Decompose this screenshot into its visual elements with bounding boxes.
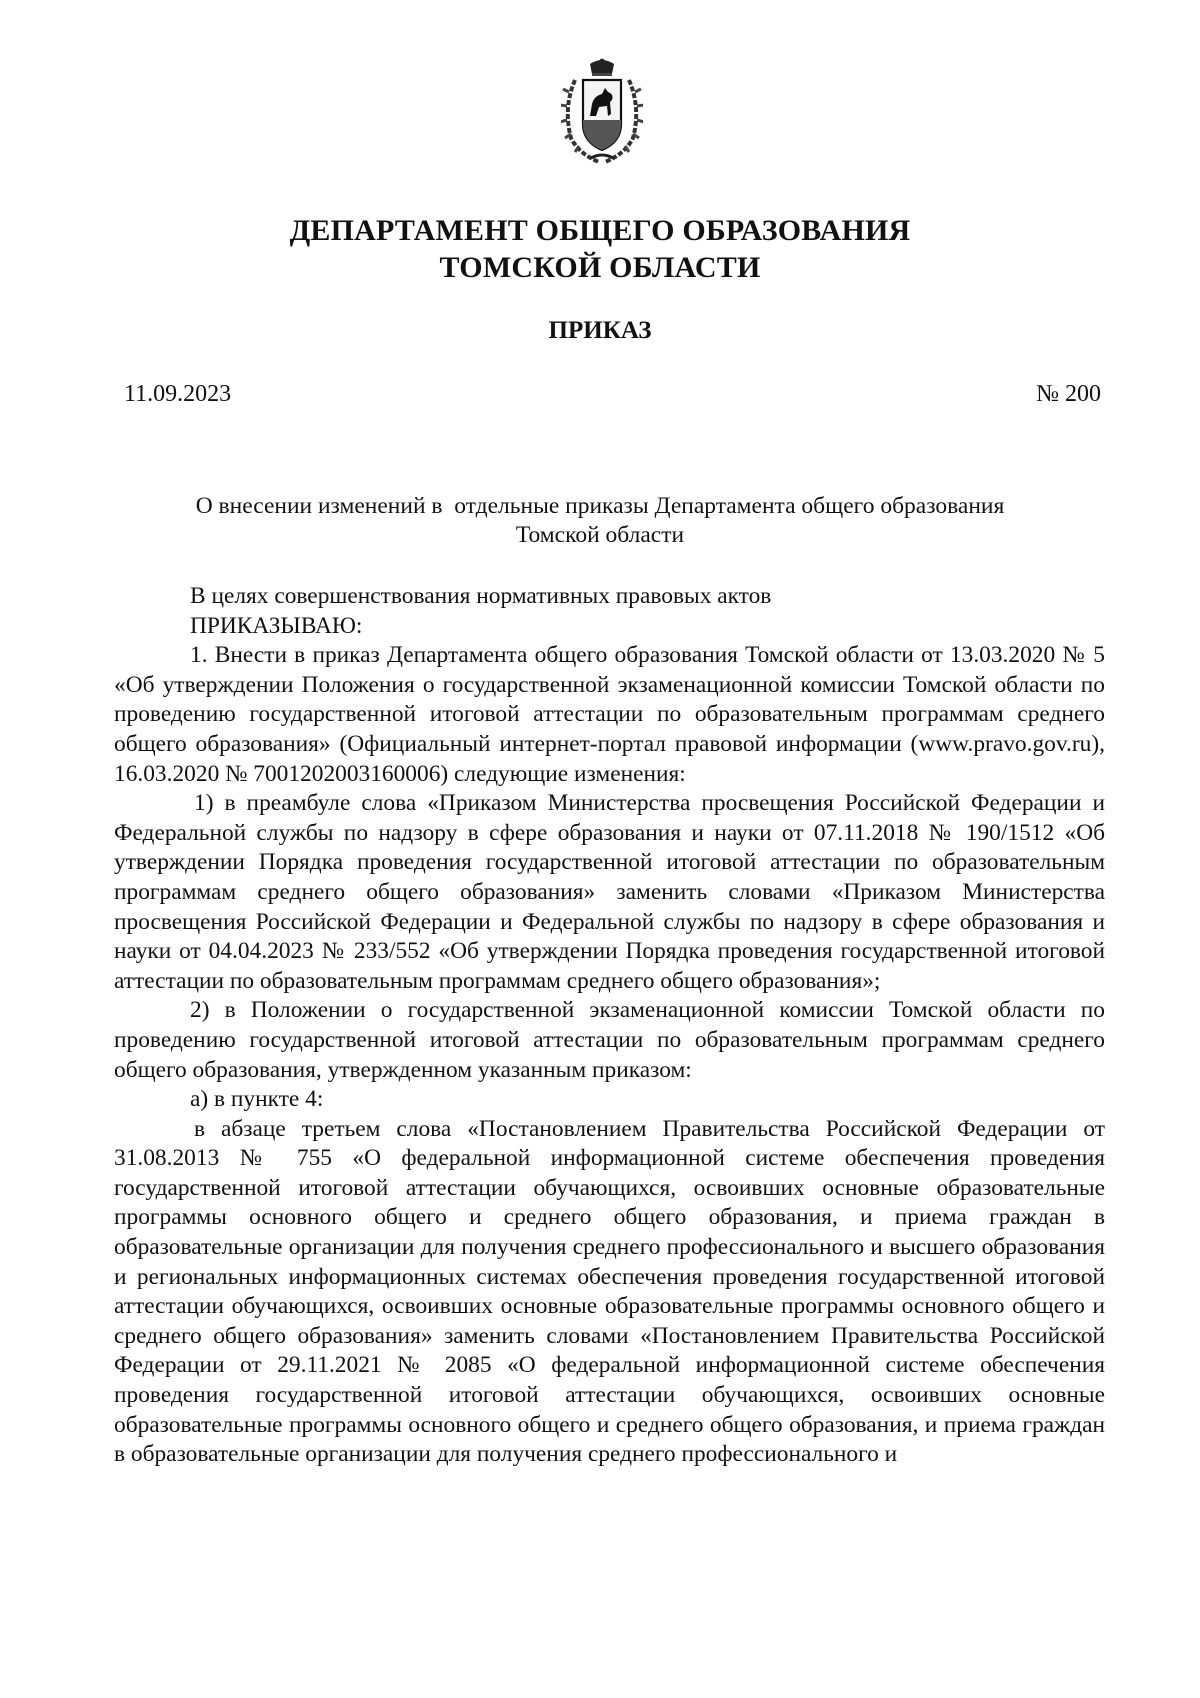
paragraph-item-1-1: 1) в преамбуле слова «Приказом Министерства просвещения Российской Федерации и Федеральной службы по надзору в сфере образования и науки от 07.11.2018 № 190/1512 «Об утверждении Порядка проведения государственной итоговой аттестации по образовательным программам среднего общего образования» заменить словами «Приказом Министерства просвещения Российской Федерации и Федеральной службы по надзору в сфере образования и науки от 04.04.2023 № 233/552 «Об утверждении Порядка проведения государственной итоговой аттестации по образовательным программам среднего общего образования»; xyxy=(114,790,1105,994)
paragraph-item-a: а) в пункте 4: xyxy=(190,1086,324,1113)
department-name-line1: ДЕПАРТАМЕНТ ОБЩЕГО ОБРАЗОВАНИЯ xyxy=(289,214,911,247)
paragraph-item-1-2: 2) в Положении о государственной экзаменационной комиссии Томской области по проведению государственной итоговой аттестации по образовательным программам среднего общего образования, утвержденном указанным приказом: xyxy=(114,997,1105,1083)
document-date: 11.09.2023 xyxy=(124,381,232,407)
document-body xyxy=(114,582,1105,1470)
document-subject xyxy=(140,492,1060,550)
purpose-paragraph: В целях совершенствования нормативных правовых актов xyxy=(190,583,772,609)
order-directive: ПРИКАЗЫВАЮ: xyxy=(190,612,363,639)
document-type-title: ПРИКАЗ xyxy=(548,317,652,344)
department-name xyxy=(0,212,1200,286)
document-number: № 200 xyxy=(1036,381,1101,407)
department-name-line2: ТОМСКОЙ ОБЛАСТИ xyxy=(439,251,761,284)
coat-of-arms-emblem xyxy=(561,58,643,166)
paragraph-amendment-text: в абзаце третьем слова «Постановлением Правительства Российской Федерации от 31.08.2013 № 755 «О федеральной информационной системе обеспечения проведения государственной итоговой аттестации обучающихся, освоивших основные образовательные программы основного общего и среднего общего образования, и приема граждан в образовательные организации для получения среднего профессионального и высшего образования и региональных информационных системах обеспечения проведения государственной итоговой аттестации обучающихся, освоивших основные образовательные программы основного общего и среднего общего образования» заменить словами «Постановлением Правительства Российской Федерации от 29.11.2021 № 2085 «О федеральной информационной системе обеспечения проведения государственной итоговой аттестации обучающихся, освоивших основные образовательные программы основного общего и среднего общего образования, и приема граждан в образовательные организации для получения среднего профессионального и xyxy=(114,1115,1105,1468)
paragraph-item-1: 1. Внести в приказ Департамента общего образования Томской области от 13.03.2020 № 5 «Об утверждении Положения о государственной экзаменационной комиссии Томской области по проведению государственной итоговой аттестации по образовательным программам среднего общего образования» (Официальный интернет-портал правовой информации (www.pravo.gov.ru), 16.03.2020 № 7001202003160006) следующие изменения: xyxy=(114,642,1105,787)
subject-line1: О внесении изменений в отдельные приказы Департамента общего образования xyxy=(195,493,1005,519)
subject-line2: Томской области xyxy=(515,522,685,548)
